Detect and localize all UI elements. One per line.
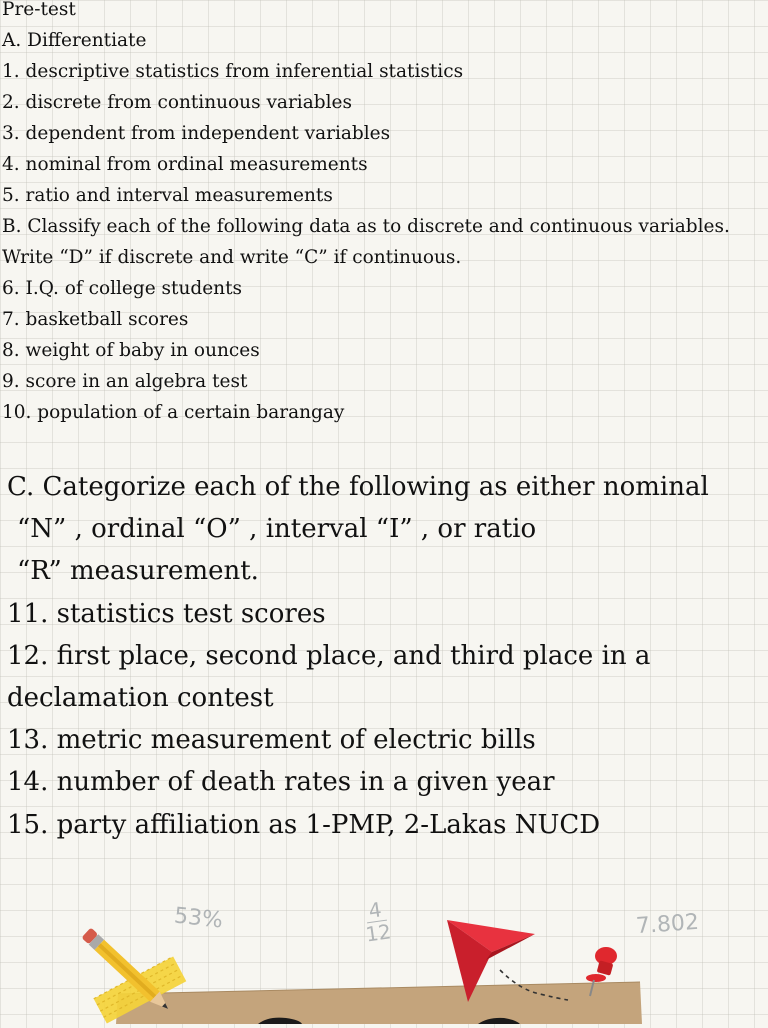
section-c-heading: “N” , ordinal “O” , interval “I” , or ratio <box>17 514 537 545</box>
section-c-heading: “R” measurement. <box>17 556 259 587</box>
section-b-instruction: Write “D” if discrete and write “C” if continuous. <box>2 247 462 268</box>
list-item: 12. first place, second place, and third place in a <box>7 640 651 671</box>
decorations <box>0 890 768 1024</box>
list-item: 4. nominal from ordinal measurements <box>2 154 368 175</box>
list-item: 10. population of a certain barangay <box>2 402 345 423</box>
list-item: declamation contest <box>7 683 274 714</box>
section-b-heading: B. Classify each of the following data as to discrete and continuous variables. <box>2 216 730 237</box>
list-item: 1. descriptive statistics from inferential statistics <box>2 61 464 82</box>
list-item: 7. basketball scores <box>2 309 189 330</box>
list-item: 15. party affiliation as 1-PMP, 2-Lakas NUCD <box>7 809 601 840</box>
list-item: 8. weight of baby in ounces <box>2 340 260 361</box>
section-c <box>7 466 762 846</box>
list-item: 6. I.Q. of college students <box>2 278 243 299</box>
list-item: 14. number of death rates in a given year <box>7 767 555 798</box>
list-item: 9. score in an algebra test <box>2 371 248 392</box>
section-a-heading: A. Differentiate <box>2 30 147 51</box>
list-item: 11. statistics test scores <box>7 598 326 629</box>
pretest-title: Pre-test <box>2 0 76 20</box>
scribble-fraction-numerator: 4 <box>367 897 384 923</box>
list-item: 5. ratio and interval measurements <box>2 185 333 206</box>
section-c-heading: C. Categorize each of the following as either nominal <box>7 472 709 502</box>
list-item: 3. dependent from independent variables <box>2 123 391 144</box>
list-item: 13. metric measurement of electric bills <box>7 725 536 756</box>
scribble-fraction-denominator: 12 <box>364 919 393 947</box>
scribble-number: 7.802 <box>635 909 700 940</box>
scribble-percent: 53% <box>172 903 225 934</box>
list-item: 2. discrete from continuous variables <box>2 92 352 113</box>
worksheet-top <box>2 0 762 428</box>
